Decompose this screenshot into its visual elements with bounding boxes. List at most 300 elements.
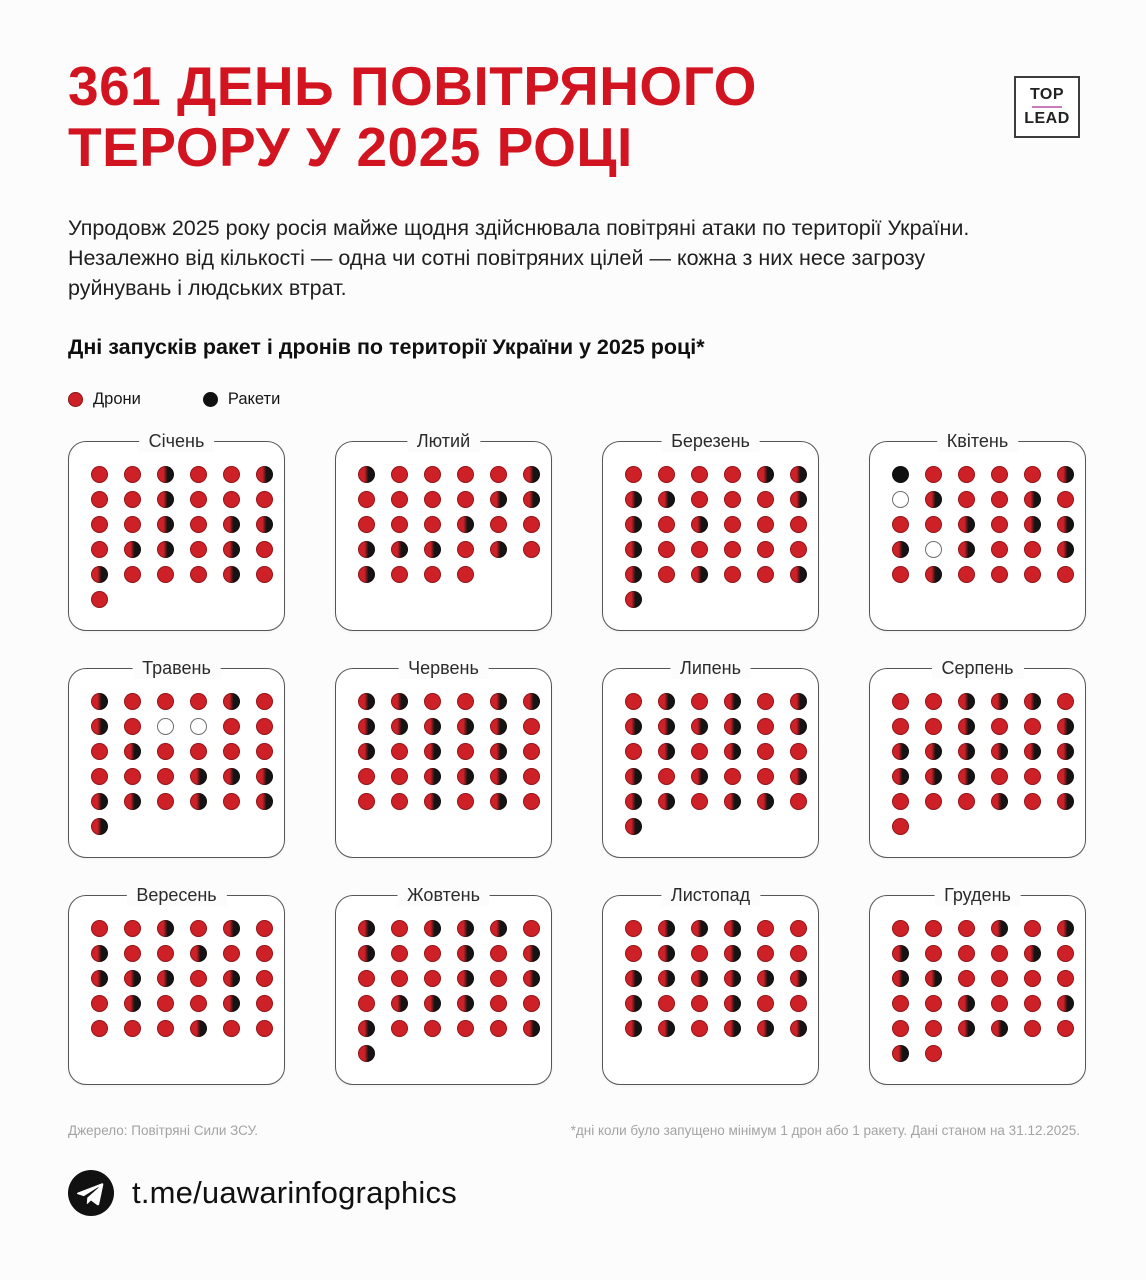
day-dot-d — [691, 945, 708, 962]
day-dot-b — [757, 466, 774, 483]
day-dot-d — [625, 743, 642, 760]
day-dot-b — [625, 818, 642, 835]
day-dot-b — [223, 920, 240, 937]
day-dot-d — [457, 466, 474, 483]
day-dot-b — [1024, 491, 1041, 508]
dots-grid — [336, 896, 551, 1062]
day-dot-d — [991, 995, 1008, 1012]
day-dot-d — [790, 995, 807, 1012]
day-dot-d — [658, 541, 675, 558]
dots-grid — [870, 442, 1085, 583]
day-dot-d — [91, 995, 108, 1012]
day-dot-b — [991, 693, 1008, 710]
month-title: Листопад — [661, 884, 760, 906]
day-dot-d — [925, 793, 942, 810]
telegram-handle[interactable]: t.me/uawarinfographics — [132, 1175, 457, 1211]
day-dot-b — [658, 920, 675, 937]
day-dot-b — [724, 693, 741, 710]
day-dot-d — [925, 945, 942, 962]
day-dot-d — [391, 920, 408, 937]
month-panel — [68, 431, 285, 631]
day-dot-d — [457, 541, 474, 558]
day-dot-d — [223, 793, 240, 810]
month-panel — [869, 885, 1086, 1085]
legend-item-drones — [68, 390, 141, 409]
day-dot-b — [991, 793, 1008, 810]
page-title — [68, 56, 968, 177]
day-dot-b — [91, 945, 108, 962]
day-dot-d — [1057, 1020, 1074, 1037]
day-dot-b — [658, 945, 675, 962]
day-dot-b — [256, 768, 273, 785]
day-dot-b — [958, 768, 975, 785]
day-dot-d — [1024, 718, 1041, 735]
day-dot-b — [790, 491, 807, 508]
day-dot-b — [958, 516, 975, 533]
day-dot-d — [124, 718, 141, 735]
day-dot-d — [457, 693, 474, 710]
day-dot-d — [490, 466, 507, 483]
day-dot-d — [1024, 970, 1041, 987]
day-dot-b — [391, 693, 408, 710]
day-dot-d — [490, 945, 507, 962]
legend-label-rockets: Ракети — [227, 390, 281, 409]
logo-top-text: TOP — [1029, 86, 1065, 103]
day-dot-b — [724, 995, 741, 1012]
day-dot-d — [391, 743, 408, 760]
day-dot-d — [892, 693, 909, 710]
dots-grid — [69, 669, 284, 835]
day-dot-b — [124, 793, 141, 810]
day-dot-d — [724, 566, 741, 583]
day-dot-b — [457, 995, 474, 1012]
day-dot-d — [691, 743, 708, 760]
day-dot-d — [658, 995, 675, 1012]
day-dot-b — [124, 743, 141, 760]
day-dot-d — [958, 793, 975, 810]
day-dot-b — [157, 920, 174, 937]
day-dot-d — [391, 793, 408, 810]
day-dot-d — [124, 693, 141, 710]
legend-item-rockets — [203, 390, 280, 409]
day-dot-b — [958, 693, 975, 710]
dots-grid — [603, 896, 818, 1037]
day-dot-d — [190, 541, 207, 558]
day-dot-d — [256, 491, 273, 508]
day-dot-b — [958, 541, 975, 558]
day-dot-d — [391, 768, 408, 785]
day-dot-b — [691, 718, 708, 735]
day-dot-b — [424, 793, 441, 810]
day-dot-d — [958, 491, 975, 508]
day-dot-b — [790, 718, 807, 735]
day-dot-b — [1057, 793, 1074, 810]
day-dot-d — [358, 491, 375, 508]
dots-grid — [69, 442, 284, 608]
day-dot-b — [925, 491, 942, 508]
day-dot-b — [1024, 945, 1041, 962]
month-panel — [869, 658, 1086, 858]
day-dot-b — [757, 970, 774, 987]
day-dot-d — [256, 541, 273, 558]
day-dot-b — [625, 541, 642, 558]
day-dot-b — [190, 945, 207, 962]
dots-grid — [603, 669, 818, 835]
chart-heading: Дні запусків ракет і дронів по території України у 2025 році* — [68, 335, 705, 360]
day-dot-d — [991, 945, 1008, 962]
day-dot-b — [691, 566, 708, 583]
day-dot-b — [424, 541, 441, 558]
day-dot-d — [190, 693, 207, 710]
month-panel — [602, 885, 819, 1085]
day-dot-b — [892, 1045, 909, 1062]
day-dot-b — [991, 920, 1008, 937]
day-dot-b — [358, 541, 375, 558]
day-dot-d — [925, 995, 942, 1012]
day-dot-b — [424, 995, 441, 1012]
day-dot-d — [691, 793, 708, 810]
day-dot-b — [1057, 718, 1074, 735]
day-dot-b — [358, 718, 375, 735]
month-title: Серпень — [931, 657, 1023, 679]
month-title: Квітень — [937, 430, 1018, 452]
day-dot-b — [724, 1020, 741, 1037]
day-dot-b — [91, 793, 108, 810]
day-dot-d — [190, 566, 207, 583]
day-dot-d — [892, 516, 909, 533]
day-dot-d — [124, 768, 141, 785]
day-dot-b — [157, 466, 174, 483]
day-dot-b — [490, 491, 507, 508]
day-dot-d — [256, 693, 273, 710]
day-dot-b — [691, 768, 708, 785]
day-dot-d — [157, 768, 174, 785]
day-dot-d — [190, 995, 207, 1012]
day-dot-b — [358, 466, 375, 483]
day-dot-d — [223, 743, 240, 760]
day-dot-d — [457, 793, 474, 810]
day-dot-b — [490, 743, 507, 760]
day-dot-d — [1024, 920, 1041, 937]
day-dot-d — [256, 566, 273, 583]
day-dot-b — [724, 793, 741, 810]
day-dot-b — [790, 1020, 807, 1037]
day-dot-b — [925, 970, 942, 987]
day-dot-b — [490, 793, 507, 810]
day-dot-b — [523, 693, 540, 710]
day-dot-b — [958, 743, 975, 760]
day-dot-d — [358, 995, 375, 1012]
day-dot-d — [991, 516, 1008, 533]
day-dot-d — [157, 793, 174, 810]
day-dot-n — [190, 718, 207, 735]
month-panel — [68, 658, 285, 858]
day-dot-d — [757, 541, 774, 558]
day-dot-d — [457, 566, 474, 583]
day-dot-b — [457, 768, 474, 785]
day-dot-b — [190, 1020, 207, 1037]
day-dot-d — [424, 516, 441, 533]
day-dot-b — [490, 768, 507, 785]
day-dot-b — [625, 970, 642, 987]
day-dot-d — [457, 491, 474, 508]
day-dot-b — [358, 743, 375, 760]
day-dot-d — [358, 516, 375, 533]
day-dot-b — [892, 541, 909, 558]
day-dot-d — [757, 491, 774, 508]
day-dot-d — [658, 566, 675, 583]
day-dot-d — [457, 1020, 474, 1037]
day-dot-d — [892, 818, 909, 835]
day-dot-d — [790, 743, 807, 760]
toplead-logo — [1014, 76, 1080, 138]
day-dot-d — [892, 566, 909, 583]
day-dot-d — [790, 793, 807, 810]
month-title: Травень — [132, 657, 221, 679]
telegram-icon[interactable] — [68, 1170, 114, 1216]
day-dot-d — [256, 718, 273, 735]
day-dot-b — [1057, 995, 1074, 1012]
day-dot-d — [757, 516, 774, 533]
day-dot-d — [724, 516, 741, 533]
day-dot-b — [223, 566, 240, 583]
day-dot-d — [658, 466, 675, 483]
dots-grid — [870, 896, 1085, 1062]
day-dot-b — [223, 541, 240, 558]
day-dot-d — [424, 466, 441, 483]
day-dot-b — [91, 718, 108, 735]
day-dot-b — [1057, 743, 1074, 760]
day-dot-d — [757, 945, 774, 962]
day-dot-b — [724, 945, 741, 962]
day-dot-b — [790, 970, 807, 987]
day-dot-d — [691, 995, 708, 1012]
day-dot-b — [424, 743, 441, 760]
day-dot-b — [1057, 920, 1074, 937]
day-dot-b — [223, 995, 240, 1012]
day-dot-b — [757, 793, 774, 810]
day-dot-d — [991, 718, 1008, 735]
day-dot-d — [691, 1020, 708, 1037]
dots-grid — [870, 669, 1085, 835]
day-dot-d — [1024, 793, 1041, 810]
day-dot-d — [91, 516, 108, 533]
day-dot-b — [223, 970, 240, 987]
day-dot-b — [625, 995, 642, 1012]
day-dot-d — [523, 995, 540, 1012]
day-dot-d — [523, 793, 540, 810]
day-dot-b — [925, 743, 942, 760]
title-line-2: ТЕРОРУ У 2025 РОЦІ — [68, 115, 633, 178]
day-dot-d — [424, 970, 441, 987]
day-dot-d — [958, 566, 975, 583]
day-dot-b — [625, 516, 642, 533]
day-dot-b — [892, 768, 909, 785]
day-dot-d — [190, 466, 207, 483]
day-dot-b — [358, 693, 375, 710]
day-dot-d — [391, 466, 408, 483]
day-dot-b — [625, 718, 642, 735]
day-dot-d — [424, 491, 441, 508]
day-dot-b — [190, 793, 207, 810]
day-dot-d — [190, 970, 207, 987]
day-dot-d — [892, 995, 909, 1012]
dots-grid — [336, 442, 551, 583]
day-dot-d — [892, 793, 909, 810]
day-dot-d — [790, 945, 807, 962]
day-dot-d — [757, 718, 774, 735]
logo-bottom-text: LEAD — [1024, 110, 1070, 127]
day-dot-d — [124, 566, 141, 583]
month-panel — [602, 658, 819, 858]
legend-label-drones: Дрони — [93, 390, 141, 409]
day-dot-d — [991, 970, 1008, 987]
day-dot-d — [91, 1020, 108, 1037]
day-dot-d — [256, 945, 273, 962]
day-dot-d — [223, 466, 240, 483]
day-dot-d — [625, 693, 642, 710]
day-dot-d — [424, 945, 441, 962]
day-dot-d — [523, 718, 540, 735]
day-dot-n — [925, 541, 942, 558]
source-text: Джерело: Повітряні Сили ЗСУ. — [68, 1123, 259, 1139]
day-dot-d — [223, 1020, 240, 1037]
day-dot-d — [157, 945, 174, 962]
day-dot-d — [958, 970, 975, 987]
day-dot-b — [958, 718, 975, 735]
day-dot-b — [490, 541, 507, 558]
day-dot-d — [724, 491, 741, 508]
day-dot-b — [91, 693, 108, 710]
month-title: Жовтень — [397, 884, 490, 906]
day-dot-b — [691, 516, 708, 533]
day-dot-d — [625, 920, 642, 937]
day-dot-d — [523, 743, 540, 760]
day-dot-d — [424, 693, 441, 710]
day-dot-b — [1057, 516, 1074, 533]
day-dot-d — [1057, 491, 1074, 508]
day-dot-b — [457, 970, 474, 987]
month-title: Березень — [661, 430, 760, 452]
day-dot-b — [391, 995, 408, 1012]
day-dot-d — [724, 466, 741, 483]
day-dot-d — [523, 768, 540, 785]
day-dot-d — [1057, 970, 1074, 987]
dots-grid — [336, 669, 551, 810]
day-dot-b — [1024, 693, 1041, 710]
day-dot-b — [958, 995, 975, 1012]
day-dot-b — [724, 920, 741, 937]
day-dot-d — [256, 920, 273, 937]
month-title: Лютий — [407, 430, 480, 452]
day-dot-b — [358, 1045, 375, 1062]
day-dot-d — [91, 491, 108, 508]
intro-text: Упродовж 2025 року росія майже щодня здійснювала повітряні атаки по території України. Незалежно від кількості — одна чи сотні повітряних цілей — кожна з них несе загрозу руйнувань і людських втрат. — [68, 216, 970, 301]
day-dot-b — [124, 995, 141, 1012]
day-dot-b — [157, 541, 174, 558]
day-dot-b — [124, 541, 141, 558]
day-dot-d — [91, 591, 108, 608]
month-panel — [602, 431, 819, 631]
day-dot-b — [256, 793, 273, 810]
day-dot-b — [490, 718, 507, 735]
day-dot-b — [223, 693, 240, 710]
day-dot-b — [658, 743, 675, 760]
day-dot-b — [457, 920, 474, 937]
day-dot-d — [391, 491, 408, 508]
day-dot-d — [223, 491, 240, 508]
day-dot-b — [523, 1020, 540, 1037]
day-dot-n — [157, 718, 174, 735]
day-dot-d — [91, 920, 108, 937]
day-dot-b — [523, 466, 540, 483]
day-dot-b — [124, 970, 141, 987]
day-dot-d — [1024, 566, 1041, 583]
day-dot-b — [892, 743, 909, 760]
day-dot-d — [1024, 1020, 1041, 1037]
day-dot-d — [391, 516, 408, 533]
day-dot-b — [790, 566, 807, 583]
day-dot-d — [124, 920, 141, 937]
day-dot-d — [925, 718, 942, 735]
day-dot-d — [223, 718, 240, 735]
day-dot-b — [457, 516, 474, 533]
day-dot-b — [457, 945, 474, 962]
day-dot-d — [523, 920, 540, 937]
day-dot-d — [424, 1020, 441, 1037]
title-line-1: 361 ДЕНЬ ПОВІТРЯНОГО — [68, 55, 757, 117]
day-dot-d — [190, 516, 207, 533]
day-dot-b — [523, 970, 540, 987]
day-dot-b — [925, 566, 942, 583]
day-dot-b — [391, 541, 408, 558]
day-dot-d — [490, 1020, 507, 1037]
day-dot-b — [523, 945, 540, 962]
day-dot-d — [256, 743, 273, 760]
day-dot-b — [223, 516, 240, 533]
day-dot-d — [91, 768, 108, 785]
day-dot-d — [991, 566, 1008, 583]
day-dot-d — [724, 768, 741, 785]
telegram-row[interactable] — [68, 1170, 1080, 1216]
day-dot-d — [358, 768, 375, 785]
day-dot-b — [658, 491, 675, 508]
day-dot-b — [790, 768, 807, 785]
day-dot-b — [925, 768, 942, 785]
day-dot-b — [991, 743, 1008, 760]
day-dot-d — [958, 920, 975, 937]
day-dot-b — [157, 516, 174, 533]
day-dot-d — [757, 566, 774, 583]
month-panel — [335, 885, 552, 1085]
day-dot-b — [625, 1020, 642, 1037]
day-dot-d — [991, 768, 1008, 785]
dots-grid — [603, 442, 818, 608]
day-dot-d — [925, 1045, 942, 1062]
day-dot-b — [658, 970, 675, 987]
month-title: Січень — [139, 430, 215, 452]
day-dot-b — [658, 793, 675, 810]
day-dot-d — [991, 466, 1008, 483]
day-dot-d — [1057, 566, 1074, 583]
day-dot-d — [190, 491, 207, 508]
day-dot-d — [157, 1020, 174, 1037]
day-dot-d — [925, 693, 942, 710]
day-dot-d — [256, 995, 273, 1012]
day-dot-d — [790, 920, 807, 937]
day-dot-b — [691, 970, 708, 987]
day-dot-d — [523, 541, 540, 558]
